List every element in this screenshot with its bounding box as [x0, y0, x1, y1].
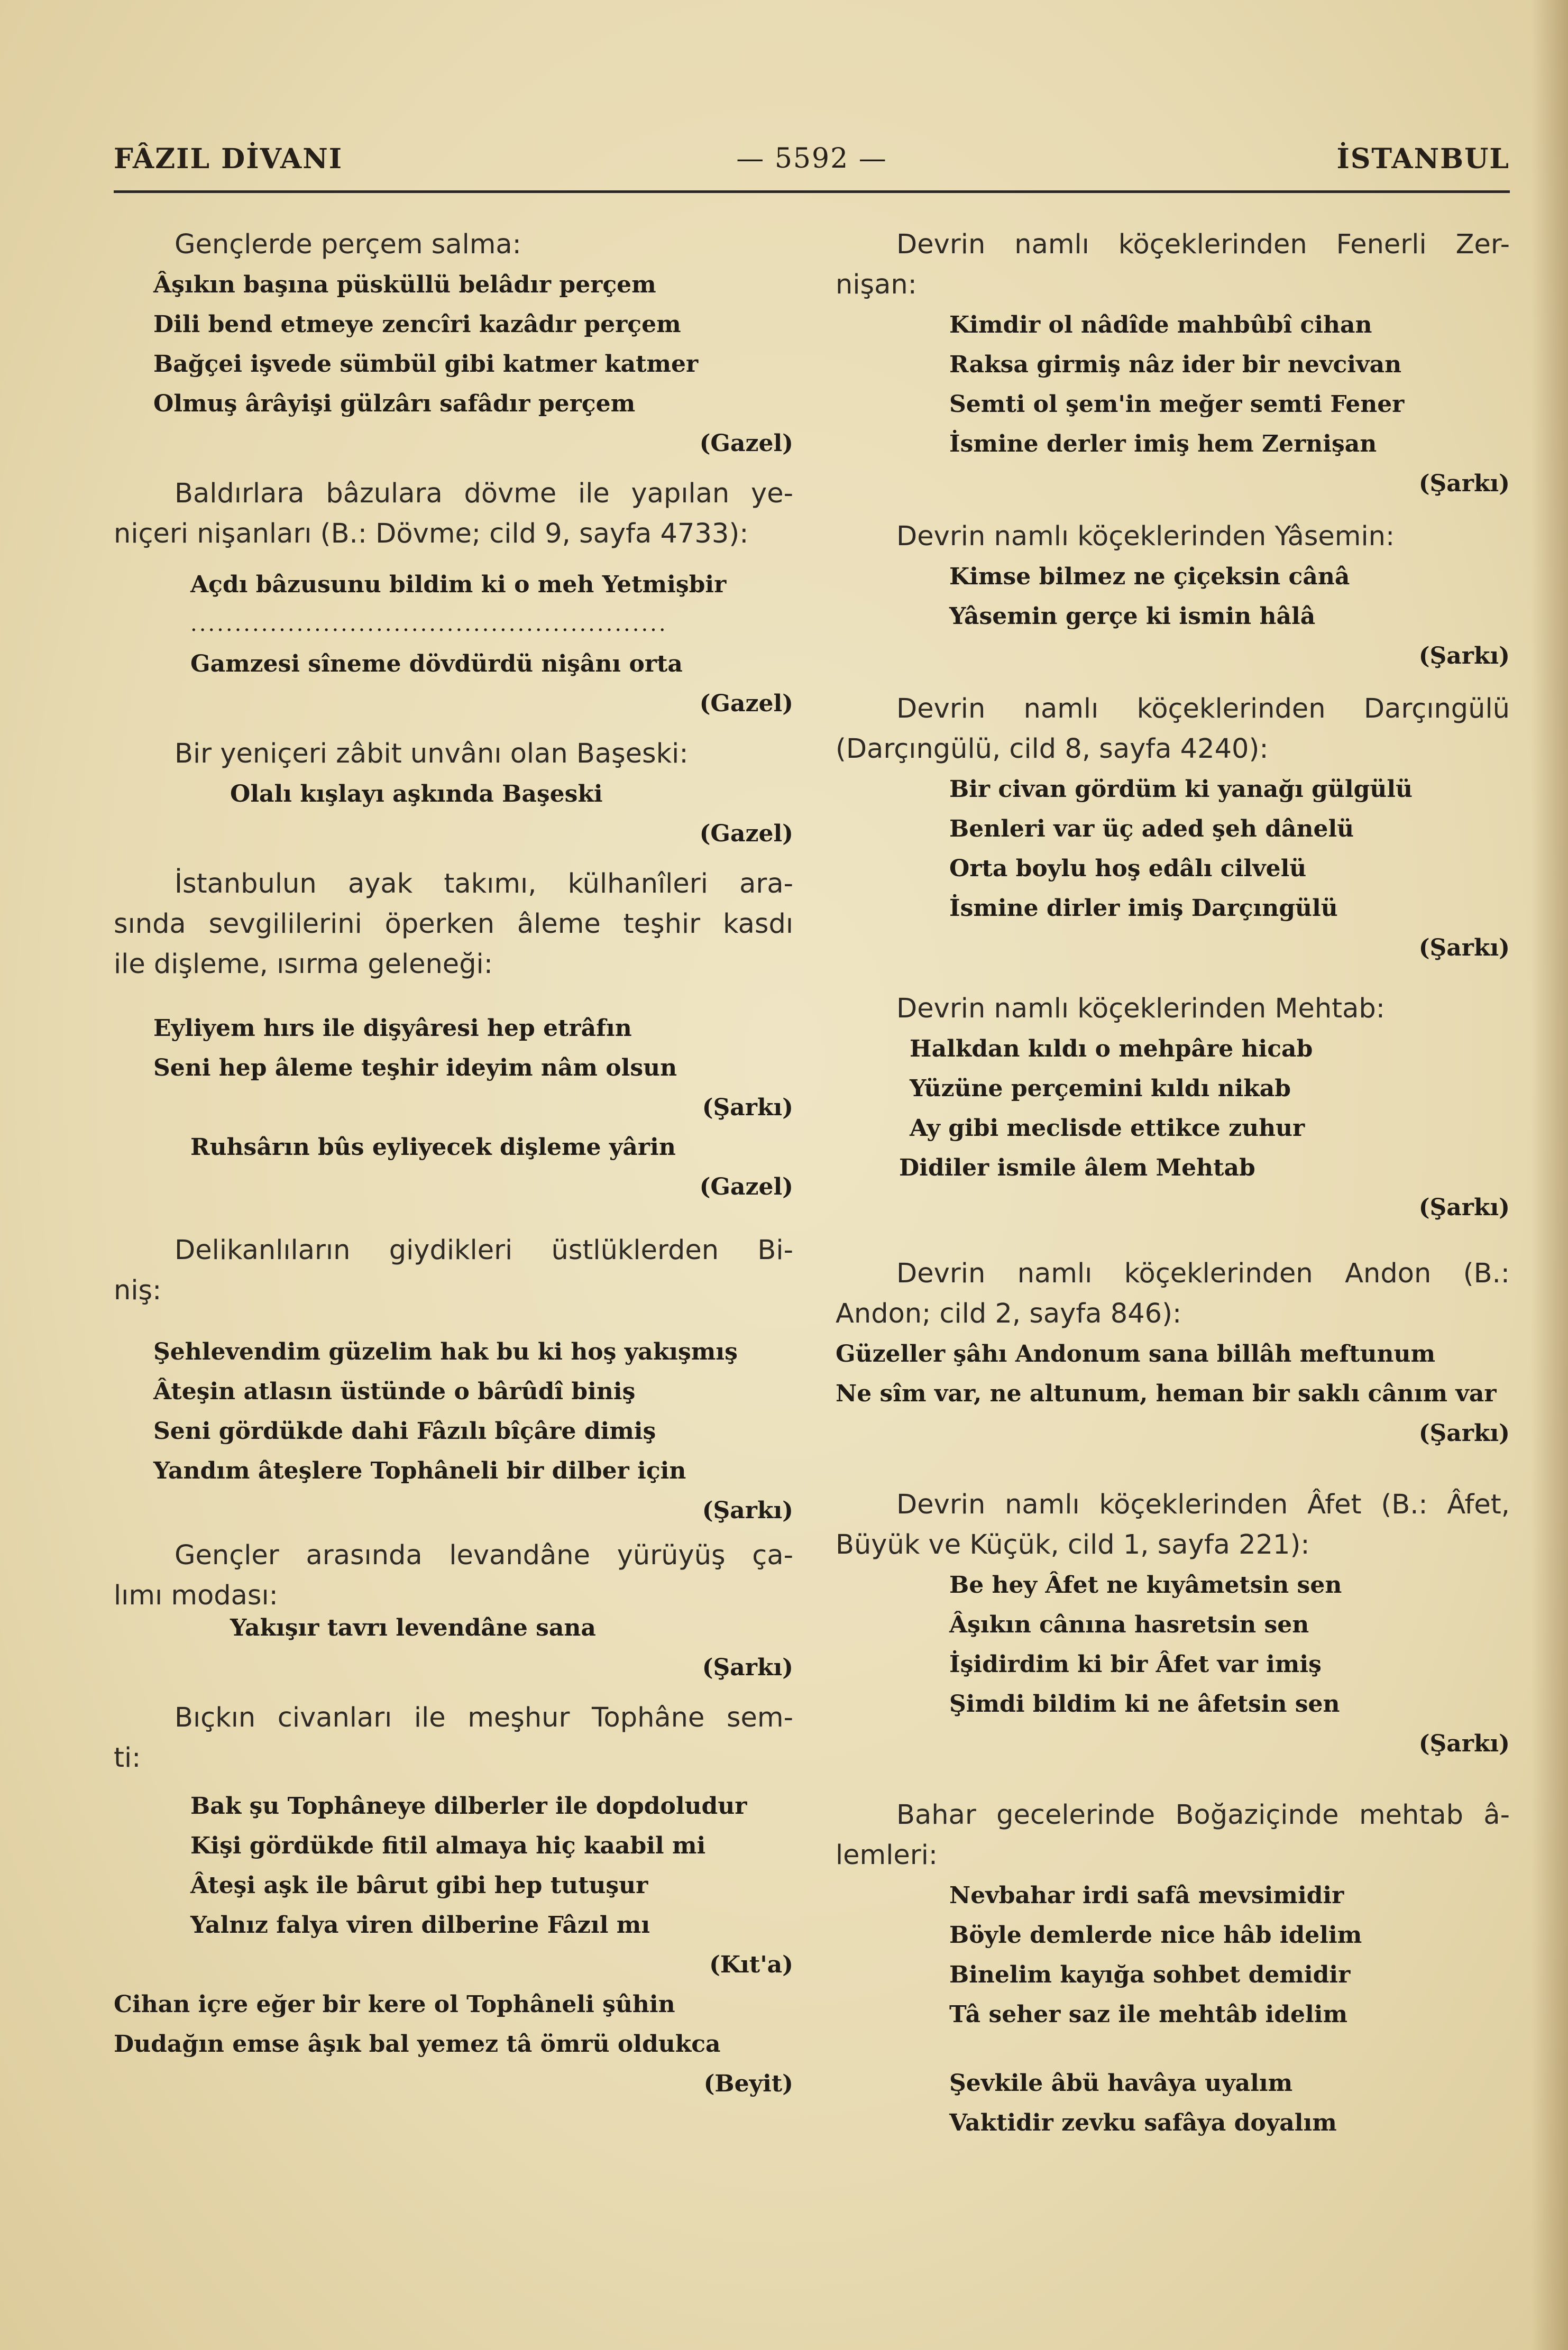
verse-line: Kimse bilmez ne çiçeksin cânâ: [949, 563, 1350, 590]
verse-line: Dudağın emse âşık bal yemez tâ ömrü oldukca: [114, 2031, 721, 2058]
verse-line: Yakışır tavrı levendâne sana: [230, 1614, 596, 1641]
verse-block: [836, 1565, 1510, 1724]
verse-line: Yandım âteşlere Tophâneli bir dilber için: [153, 1457, 686, 1484]
prose-line: Bir yeniçeri zâbit unvânı olan Başeski:: [175, 738, 689, 769]
verse-block: [836, 1334, 1510, 1413]
verse-line: Binelim kayığa sohbet demidir: [949, 1961, 1351, 1988]
prose-line: niş:: [114, 1275, 162, 1306]
prose-line: Baldırlara bâzulara dövme ile yapılan ye-: [175, 478, 793, 509]
verse-line: Güzeller şâhı Andonum sana billâh meftunum: [836, 1341, 1436, 1367]
prose-line: Gençler arasında levandâne yürüyüş ça-: [175, 1540, 793, 1571]
verse-line: Seni hep âleme teşhir ideyim nâm olsun: [153, 1054, 677, 1081]
prose-line: Devrin namlı köçeklerinden Mehtab:: [896, 993, 1385, 1024]
verse-block: [836, 769, 1510, 928]
verse-line: Âteşin atlasın üstünde o bârûdî biniş: [153, 1378, 636, 1405]
source-label: (Şarkı): [1418, 1194, 1510, 1221]
source-label: (Şarkı): [702, 1094, 793, 1121]
prose-line: Büyük ve Küçük, cild 1, sayfa 221):: [836, 1529, 1310, 1560]
prose-line: (Darçıngülü, cild 8, sayfa 4240):: [836, 733, 1269, 765]
source-label: (Gazel): [699, 430, 793, 457]
running-header: [114, 143, 1510, 190]
verse-line: Benleri var üç aded şeh dânelü: [949, 815, 1354, 842]
verse-line: Bak şu Tophâneye dilberler ile dopdoludur: [190, 1793, 747, 1820]
prose-paragraph: [114, 734, 793, 774]
prose-line: Delikanlıların giydikleri üstlüklerden Bi-: [175, 1235, 793, 1266]
prose-paragraph: [114, 864, 793, 985]
verse-line: Şehlevendim güzelim hak bu ki hoş yakışmış: [153, 1338, 738, 1365]
source-label: (Beyit): [703, 2070, 793, 2097]
prose-line: Devrin namlı köçeklerinden Andon (B.:: [896, 1258, 1510, 1289]
page-number: — 5592 —: [736, 143, 887, 175]
verse-line: Nevbahar irdi safâ mevsimidir: [949, 1882, 1344, 1909]
verse-line: Âteşi aşk ile bârut gibi hep tutuşur: [190, 1872, 648, 1899]
prose-line: Devrin namlı köçeklerinden Darçıngülü: [896, 693, 1510, 724]
prose-line: lemleri:: [836, 1840, 938, 1871]
verse-line: Vaktidir zevku safâya doyalım: [949, 2109, 1337, 2136]
verse-block: [836, 305, 1510, 464]
verse-line: Olalı kışlayı aşkında Başeski: [230, 781, 603, 807]
prose-line: sında sevgililerini öperken âleme teşhir kasdı: [114, 908, 793, 940]
prose-line: İstanbulun ayak takımı, külhanîleri ara-: [175, 868, 793, 899]
verse-line: Seni gördükde dahi Fâzılı bîçâre dimiş: [153, 1418, 656, 1445]
verse-line: Be hey Âfet ne kıyâmetsin sen: [949, 1572, 1342, 1599]
verse-block: [114, 1332, 793, 1491]
prose-paragraph: [114, 1698, 793, 1778]
source-label: (Şarkı): [1418, 642, 1510, 669]
section-title: İSTANBUL: [1336, 143, 1510, 175]
verse-block: [836, 557, 1510, 636]
verse-line: Yüzüne perçemini kıldı nikab: [910, 1075, 1291, 1102]
source-label: (Şarkı): [702, 1654, 793, 1681]
prose-paragraph: [836, 1795, 1510, 1876]
prose-paragraph: [114, 1231, 793, 1311]
prose-line: ile dişleme, ısırma geleneği:: [114, 949, 493, 980]
verse-block: [114, 1786, 793, 1945]
verse-block: [114, 1985, 793, 2064]
source-label: (Şarkı): [1418, 934, 1510, 961]
verse-line: Âşıkın cânına hasretsin sen: [949, 1611, 1309, 1638]
verse-block: [836, 1876, 1510, 2034]
prose-line: nişan:: [836, 269, 917, 300]
verse-line: İşidirdim ki bir Âfet var imiş: [949, 1651, 1322, 1678]
source-label: (Gazel): [699, 820, 793, 847]
verse-line: Didiler ismile âlem Mehtab: [899, 1154, 1255, 1181]
verse-block: [836, 2063, 1510, 2143]
verse-line: Âşıkın başına püsküllü belâdır perçem: [153, 271, 656, 298]
source-label: (Gazel): [699, 1173, 793, 1200]
verse-line: Şevkile âbü havâya uyalım: [949, 2070, 1293, 2097]
verse-line: Bağçei işvede sümbül gibi katmer katmer: [153, 351, 699, 378]
prose-line: ti:: [114, 1742, 141, 1774]
verse-line: Kişi gördükde fitil almaya hiç kaabil mi: [190, 1832, 706, 1859]
verse-line: Eyliyem hırs ile dişyâresi hep etrâfın: [153, 1015, 632, 1042]
verse-line: İsmine derler imiş hem Zernişan: [949, 430, 1377, 457]
prose-line: Devrin namlı köçeklerinden Âfet (B.: Âfet,: [896, 1489, 1510, 1520]
prose-paragraph: [114, 1536, 793, 1616]
prose-paragraph: [836, 1485, 1510, 1565]
verse-line: Gamzesi sîneme dövdürdü nişânı orta: [190, 650, 683, 677]
verse-line: Semti ol şem'in meğer semti Fener: [949, 391, 1405, 418]
verse-line: Yâsemin gerçe ki ismin hâlâ: [949, 603, 1316, 630]
verse-line: Raksa girmiş nâz ider bir nevcivan: [949, 351, 1402, 378]
verse-block: [114, 565, 793, 684]
book-title: FÂZIL DİVANI: [114, 143, 343, 175]
verse-line: Bir civan gördüm ki yanağı gülgülü: [949, 776, 1413, 803]
prose-paragraph: [836, 689, 1510, 769]
header-rule: [114, 190, 1510, 193]
prose-paragraph: [114, 225, 793, 265]
verse-block: [114, 1127, 793, 1167]
verse-block: [114, 1008, 793, 1088]
source-label: (Gazel): [699, 690, 793, 717]
verse-line: Açdı bâzusunu bildim ki o meh Yetmişbir: [190, 571, 727, 598]
prose-paragraph: [836, 989, 1510, 1029]
source-label: (Şarkı): [1418, 1730, 1510, 1757]
prose-line: Devrin namlı köçeklerinden Fenerli Zer-: [896, 229, 1510, 260]
verse-line: Ne sîm var, ne altunum, heman bir saklı cânım var: [836, 1380, 1497, 1407]
prose-line: lımı modası:: [114, 1580, 278, 1611]
verse-line: Ruhsârın bûs eyliyecek dişleme yârin: [190, 1134, 676, 1161]
verse-line: Şimdi bildim ki ne âfetsin sen: [949, 1691, 1340, 1718]
verse-line: Yalnız falya viren dilberine Fâzıl mı: [190, 1912, 650, 1939]
verse-line: Kimdir ol nâdîde mahbûbî cihan: [949, 311, 1372, 338]
verse-block: [836, 1029, 1510, 1188]
prose-line: niçeri nişanları (B.: Dövme; cild 9, sayfa 4733):: [114, 518, 749, 549]
verse-line: İsmine dirler imiş Darçıngülü: [949, 895, 1338, 922]
verse-block: [114, 265, 793, 424]
verse-line: Olmuş ârâyişi gülzârı safâdır perçem: [153, 390, 636, 417]
prose-line: Bıçkın civanları ile meşhur Tophâne sem-: [175, 1702, 793, 1733]
source-label: (Şarkı): [1418, 1420, 1510, 1447]
prose-line: Bahar gecelerinde Boğaziçinde mehtab â-: [896, 1800, 1510, 1831]
verse-line: Ay gibi meclisde ettikce zuhur: [910, 1115, 1305, 1142]
source-label: (Kıt'a): [709, 1951, 793, 1978]
verse-line: Tâ seher saz ile mehtâb idelim: [949, 2001, 1348, 2028]
verse-line: Cihan içre eğer bir kere ol Tophâneli şûhin: [114, 1991, 675, 2018]
prose-line: Devrin namlı köçeklerinden Yâsemin:: [896, 521, 1395, 552]
ellipsis-line: ......................................................: [190, 612, 668, 636]
verse-line: Böyle demlerde nice hâb idelim: [949, 1922, 1362, 1949]
prose-line: Andon; cild 2, sayfa 846):: [836, 1298, 1182, 1329]
prose-paragraph: [836, 517, 1510, 557]
prose-paragraph: [836, 225, 1510, 305]
verse-line: Orta boylu hoş edâlı cilvelü: [949, 855, 1307, 882]
right-column: [836, 225, 1510, 2143]
source-label: (Şarkı): [1418, 470, 1510, 497]
source-label: (Şarkı): [702, 1497, 793, 1524]
verse-block: [114, 774, 793, 814]
verse-line: Dili bend etmeye zencîri kazâdır perçem: [153, 311, 681, 338]
left-column: [114, 225, 793, 2104]
prose-paragraph: [114, 474, 793, 554]
prose-line: Gençlerde perçem salma:: [175, 229, 521, 260]
verse-line: Halkdan kıldı o mehpâre hicab: [910, 1035, 1313, 1062]
page-edge-shadow: [1531, 0, 1568, 2350]
prose-paragraph: [836, 1254, 1510, 1334]
